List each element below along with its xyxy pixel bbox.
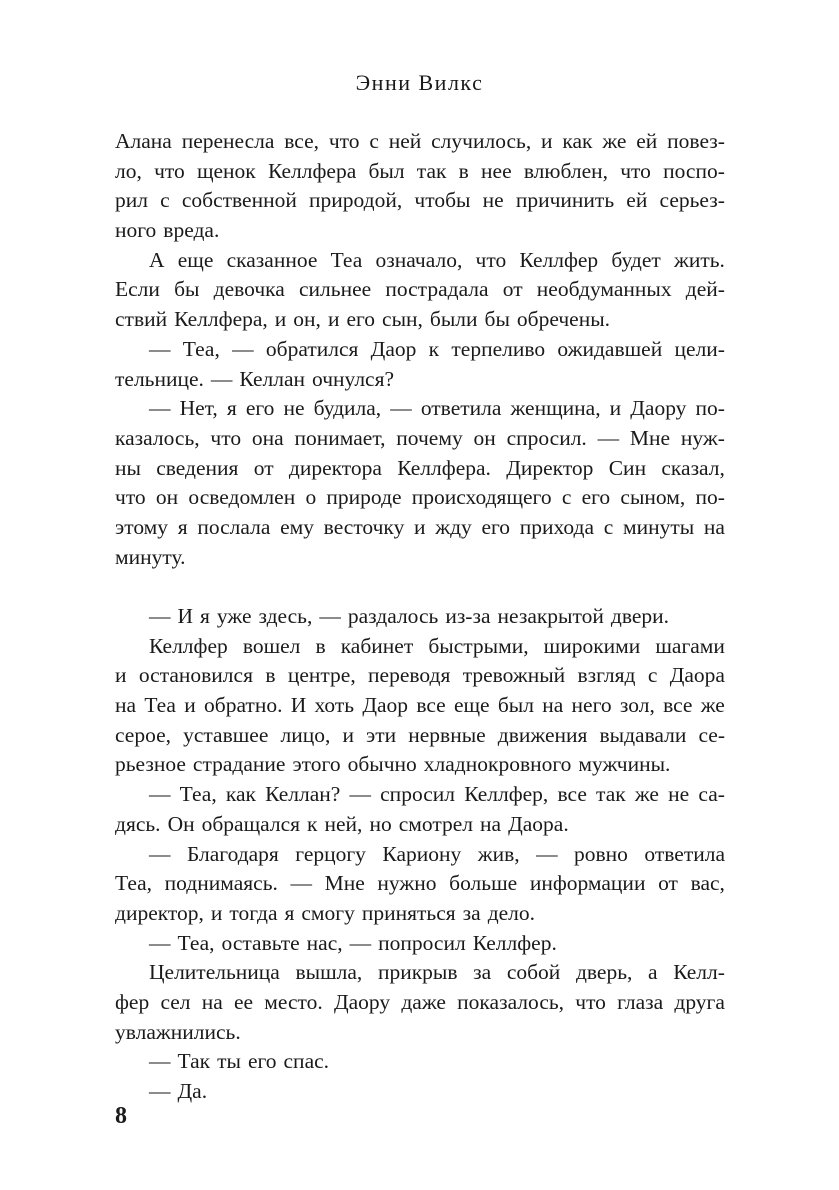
word: —: [349, 930, 372, 955]
word: Так: [177, 1049, 211, 1074]
word: происходящего: [411, 485, 552, 510]
word: А: [149, 247, 165, 272]
word: а: [648, 960, 658, 985]
word: что: [620, 158, 651, 183]
word: обречены.: [516, 307, 611, 332]
word: так: [596, 782, 626, 807]
text-line: [115, 1077, 725, 1107]
word: еще: [177, 247, 214, 272]
word: щенок: [196, 158, 256, 183]
text-line: [115, 483, 725, 513]
word: Келлфер,: [464, 782, 549, 807]
word: —: [149, 604, 171, 628]
word: Син: [608, 455, 647, 480]
word: ны: [115, 455, 141, 480]
word: серьез-: [659, 188, 725, 213]
word: осведомлен: [188, 485, 296, 510]
word: ожидавшей: [557, 336, 663, 361]
text-line: [115, 305, 725, 335]
text-line: [115, 602, 725, 632]
word: за: [462, 900, 481, 925]
word: означало,: [375, 247, 463, 272]
word: —: [349, 782, 371, 807]
word: и: [414, 514, 426, 539]
word: раздалось: [347, 604, 439, 628]
word: страдание: [192, 752, 286, 777]
word: Келлфера: [267, 158, 357, 183]
word: казалось,: [115, 425, 200, 450]
word: попросил: [378, 930, 466, 955]
word: ответила: [420, 396, 502, 421]
word: ему: [280, 514, 314, 539]
word: спросил: [380, 782, 456, 807]
word: здесь,: [258, 604, 313, 628]
word: пострадала: [385, 277, 489, 302]
word: оставьте: [221, 930, 300, 955]
word: от: [658, 871, 678, 896]
word: нее: [481, 158, 512, 183]
word: ответила: [644, 841, 725, 866]
word: очнулся?: [312, 366, 395, 391]
text-line: [115, 632, 725, 662]
word: дело.: [487, 900, 536, 925]
word: я: [200, 604, 210, 628]
word: вреда.: [163, 218, 220, 243]
word: и: [274, 307, 287, 332]
word: зол,: [619, 693, 655, 718]
word: с: [369, 129, 379, 153]
word: —: [597, 425, 620, 450]
word: остановился: [138, 663, 253, 688]
word: что: [328, 129, 360, 153]
word: терпеливо: [451, 336, 546, 361]
text-line: [115, 899, 725, 929]
word: Нет,: [179, 396, 218, 421]
text-line: [115, 810, 725, 840]
text-line: [115, 275, 725, 305]
word: герцогу: [295, 841, 366, 866]
word: был: [368, 158, 405, 183]
text-line: [115, 127, 725, 157]
word: еще: [453, 693, 490, 718]
text-line: [115, 186, 725, 216]
word: бы: [174, 277, 200, 302]
word: все: [416, 693, 446, 718]
word: прихода: [519, 514, 595, 539]
word: Целительница: [149, 960, 280, 985]
word: Даору: [333, 989, 391, 1014]
word: нервные: [408, 722, 486, 747]
word: на: [480, 811, 502, 836]
word: Если: [115, 277, 160, 302]
paragraph-gap: [115, 572, 725, 602]
word: цели-: [674, 336, 725, 361]
word: же: [700, 693, 725, 718]
word: мужчины.: [578, 752, 671, 777]
word: Алана: [115, 129, 172, 153]
word: хоть: [314, 693, 355, 718]
word: как: [225, 782, 256, 807]
running-head: Энни Вилкс: [355, 70, 484, 95]
word: послала: [197, 514, 271, 539]
word: и: [327, 307, 340, 332]
text-line: [115, 840, 725, 870]
word: с: [160, 188, 170, 213]
text-line: [115, 216, 725, 246]
word: и: [609, 396, 622, 421]
word: она: [251, 425, 284, 450]
word: —: [149, 782, 171, 807]
word: ного: [115, 218, 157, 243]
word: собственной: [181, 188, 297, 213]
body-text: [115, 127, 725, 1107]
word: фер: [115, 989, 150, 1014]
text-line: [115, 929, 725, 959]
word: на: [201, 989, 223, 1014]
text-line: [115, 661, 725, 691]
word: к: [428, 336, 440, 361]
word: Теа,: [179, 782, 217, 807]
word: уставшее: [183, 722, 269, 747]
word: спросил.: [506, 425, 587, 450]
word: ровно: [574, 841, 628, 866]
word: ствий: [115, 307, 168, 332]
text-line: [115, 335, 725, 365]
word: и: [541, 129, 553, 153]
word: причинить: [515, 188, 615, 213]
word: тельнице.: [115, 366, 204, 391]
text-line: [115, 1047, 725, 1077]
word: Да.: [177, 1079, 208, 1103]
word: он: [155, 485, 179, 510]
word: смотрел: [398, 811, 473, 836]
text-line: [115, 988, 725, 1018]
word: этому: [115, 514, 169, 539]
word: сыном,: [620, 485, 686, 510]
word: что: [115, 485, 146, 510]
word: влюблен,: [523, 158, 609, 183]
word: по-: [695, 485, 725, 510]
word: понимает,: [294, 425, 386, 450]
word: место.: [264, 989, 323, 1014]
word: его: [247, 1049, 277, 1074]
word: чтобы: [414, 188, 471, 213]
word: весточку: [323, 514, 405, 539]
word: и: [342, 722, 354, 747]
word: рил: [115, 188, 148, 213]
word: дверь,: [575, 960, 633, 985]
word: Он: [167, 811, 195, 836]
word: о: [305, 485, 317, 510]
word: на: [703, 514, 725, 539]
text-line: [115, 513, 725, 543]
word: прикрыв: [377, 960, 458, 985]
word: сказанное: [226, 247, 318, 272]
word: ней: [388, 129, 422, 153]
word: показалось,: [457, 989, 565, 1014]
word: —: [149, 1079, 171, 1103]
word: лицо,: [280, 722, 331, 747]
word: быстрыми,: [428, 633, 529, 658]
text-line: [115, 424, 725, 454]
word: даже: [401, 989, 446, 1014]
word: что: [475, 247, 507, 272]
word: женщина,: [510, 396, 601, 421]
word: но: [369, 811, 392, 836]
text-line: [115, 246, 725, 276]
word: необдуманных: [536, 277, 672, 302]
word: природе: [326, 485, 402, 510]
word: минуты: [622, 514, 695, 539]
word: Даор: [370, 336, 417, 361]
word: ло,: [115, 158, 142, 183]
word: обратился: [265, 336, 359, 361]
word: са-: [698, 782, 725, 807]
word: Теа,: [177, 930, 215, 955]
word: —: [149, 1049, 171, 1074]
word: —: [149, 930, 171, 955]
word: эти: [366, 722, 397, 747]
word: выдавали: [599, 722, 687, 747]
word: приняться: [361, 900, 456, 925]
word: друга: [674, 989, 725, 1014]
word: хладнокровного: [423, 752, 572, 777]
word: бы: [484, 307, 510, 332]
word: и: [184, 693, 196, 718]
word: все: [557, 782, 587, 807]
word: рьезное: [115, 752, 186, 777]
word: сын,: [382, 307, 423, 332]
word: Теа: [144, 693, 176, 718]
word: от: [253, 455, 274, 480]
word: тревожный: [462, 663, 566, 688]
text-line: [115, 454, 725, 484]
word: Теа: [330, 247, 363, 272]
word: дясь.: [115, 811, 161, 836]
word: не: [283, 396, 305, 421]
text-line: [115, 869, 725, 899]
word: Благодаря: [186, 841, 279, 866]
word: природой,: [309, 188, 403, 213]
word: уже: [216, 604, 252, 628]
word: с: [561, 485, 572, 510]
text-line: [115, 157, 725, 187]
word: Директор: [506, 455, 594, 480]
word: ей: [636, 129, 658, 153]
word: на: [542, 693, 564, 718]
word: его: [346, 307, 376, 332]
word: его: [245, 396, 275, 421]
word: к: [307, 811, 318, 836]
word: взгляд: [577, 663, 636, 688]
word: директора: [288, 455, 382, 480]
word: сведения: [156, 455, 239, 480]
word: девочка: [213, 277, 285, 302]
word: Келлан?: [265, 782, 341, 807]
word: Келлфера.: [397, 455, 491, 480]
word: нуж-: [680, 425, 725, 450]
word: —: [290, 871, 312, 896]
word: ее: [233, 989, 254, 1014]
word: Келлфер.: [472, 930, 557, 955]
word: нас,: [306, 930, 343, 955]
word: Даору: [630, 396, 687, 421]
word: в: [265, 663, 276, 688]
page-number: 8: [115, 1103, 127, 1129]
word: все: [663, 693, 693, 718]
word: Мне: [629, 425, 671, 450]
word: поспо-: [663, 158, 725, 183]
word: ты: [217, 1049, 241, 1074]
word: не: [482, 188, 504, 213]
word: —: [210, 366, 233, 391]
word: двери.: [610, 604, 670, 628]
word: нужно: [377, 871, 437, 896]
word: обратно.: [204, 693, 283, 718]
word: информации: [529, 871, 646, 896]
word: Теа,: [115, 871, 153, 896]
word: движения: [497, 722, 588, 747]
text-line: [115, 365, 725, 395]
word: Келлан: [239, 366, 305, 391]
word: что: [154, 158, 185, 183]
text-line: [115, 543, 725, 573]
word: глаза: [617, 989, 664, 1014]
word: —: [319, 604, 341, 628]
word: я: [177, 514, 188, 539]
word: И: [177, 604, 194, 628]
word: переводя: [368, 663, 451, 688]
word: почему: [396, 425, 463, 450]
word: минуту.: [115, 544, 186, 569]
word: шагами: [655, 633, 725, 658]
word: директор,: [115, 900, 204, 925]
word: перенесла: [181, 129, 275, 153]
word: его: [581, 485, 611, 510]
text-line: [115, 780, 725, 810]
word: се-: [698, 722, 725, 747]
word: вышла,: [295, 960, 363, 985]
word: —: [390, 396, 412, 421]
word: И: [290, 693, 307, 718]
word: сильнее: [298, 277, 372, 302]
text-line: [115, 1018, 725, 1048]
word: что: [210, 425, 242, 450]
word: так: [416, 158, 447, 183]
word: —: [149, 336, 171, 361]
word: он: [473, 425, 496, 450]
text-line: [115, 394, 725, 424]
word: незакрытой: [497, 604, 604, 628]
word: по-: [695, 396, 725, 421]
word: Даор: [362, 693, 409, 718]
word: не: [668, 782, 690, 807]
text-line: [115, 958, 725, 988]
word: были: [429, 307, 478, 332]
word: Даора: [669, 663, 725, 688]
word: его: [481, 514, 511, 539]
word: случилось,: [431, 129, 532, 153]
word: жив,: [477, 841, 520, 866]
word: вошел: [242, 633, 301, 658]
word: Келл-: [673, 960, 725, 985]
word: будила,: [313, 396, 382, 421]
word: обращался: [201, 811, 301, 836]
word: и: [115, 663, 127, 688]
word: спас.: [283, 1049, 330, 1074]
word: на: [115, 693, 137, 718]
word: в: [315, 633, 326, 658]
word: же: [634, 782, 659, 807]
word: он,: [293, 307, 321, 332]
word: жду: [435, 514, 472, 539]
word: в: [458, 158, 469, 183]
word: с: [647, 663, 658, 688]
word: сказал,: [661, 455, 725, 480]
word: вас,: [690, 871, 725, 896]
word: Мне: [324, 871, 365, 896]
word: него: [571, 693, 612, 718]
word: жить.: [673, 247, 725, 272]
word: что: [575, 989, 606, 1014]
word: Келлфер: [149, 633, 228, 658]
word: сел: [160, 989, 191, 1014]
word: с: [603, 514, 614, 539]
text-line: [115, 691, 725, 721]
word: Даора.: [508, 811, 569, 836]
text-line: [115, 750, 725, 780]
word: собой: [506, 960, 561, 985]
word: из-за: [445, 604, 491, 628]
word: от: [502, 277, 523, 302]
word: тогда: [229, 900, 278, 925]
word: все,: [284, 129, 320, 153]
word: будет: [611, 247, 661, 272]
word: обычно: [347, 752, 417, 777]
word: дей-: [685, 277, 725, 302]
word: —: [149, 841, 171, 866]
word: ней,: [324, 811, 363, 836]
word: как: [562, 129, 593, 153]
word: кабинет: [340, 633, 414, 658]
word: этого: [292, 752, 341, 777]
word: я: [284, 900, 295, 925]
word: —: [536, 841, 558, 866]
word: ей: [626, 188, 648, 213]
word: поднимаясь.: [164, 871, 278, 896]
word: —: [149, 396, 171, 421]
word: повез-: [667, 129, 725, 153]
word: серое,: [115, 722, 172, 747]
word: центре,: [287, 663, 356, 688]
word: смогу: [301, 900, 355, 925]
word: увлажнились.: [115, 1019, 241, 1044]
text-line: [115, 721, 725, 751]
word: Теа,: [182, 336, 220, 361]
word: я: [226, 396, 237, 421]
word: был: [497, 693, 534, 718]
word: —: [232, 336, 254, 361]
word: Кариону: [382, 841, 462, 866]
word: и: [210, 900, 223, 925]
word: за: [473, 960, 492, 985]
word: Келлфера,: [174, 307, 268, 332]
word: Келлфер: [519, 247, 599, 272]
word: широкими: [543, 633, 641, 658]
word: же: [602, 129, 627, 153]
word: больше: [449, 871, 518, 896]
